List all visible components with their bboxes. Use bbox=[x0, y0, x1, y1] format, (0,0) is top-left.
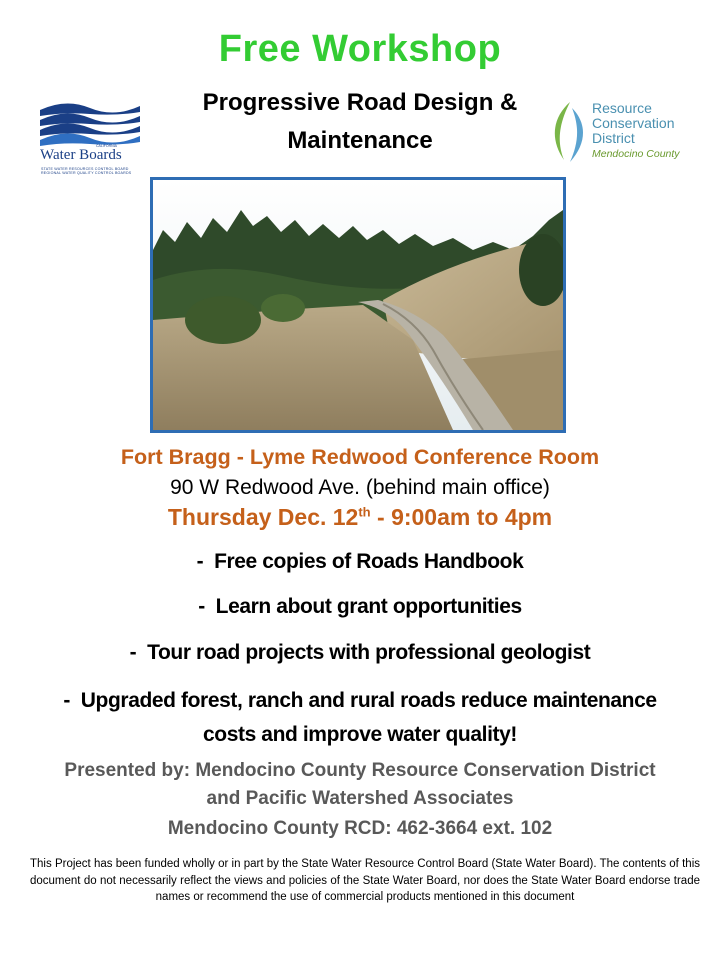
rcd-line-1: Resource bbox=[592, 100, 652, 116]
bullet-text: Learn about grant opportunities bbox=[215, 595, 522, 618]
subtitle-line-2: Maintenance bbox=[287, 127, 433, 154]
leaf-drop-icon bbox=[550, 100, 590, 164]
rcd-logo bbox=[550, 100, 690, 166]
event-date-suffix: th bbox=[358, 504, 371, 520]
presenter-line-1: Presented by: Mendocino County Resource Conservation District bbox=[64, 760, 656, 781]
subtitle-line-1: Progressive Road Design & bbox=[202, 89, 518, 116]
water-boards-state: CALIFORNIA bbox=[96, 144, 118, 148]
event-address: 90 W Redwood Ave. (behind main office) bbox=[170, 476, 550, 499]
workshop-subtitle bbox=[160, 84, 560, 160]
bullet-line-2: costs and improve water quality! bbox=[203, 723, 517, 746]
water-boards-fine-1: STATE WATER RESOURCES CONTROL BOARD bbox=[41, 167, 129, 171]
event-date-prefix: Thursday Dec. 12 bbox=[167, 504, 359, 530]
bullet-item-tour bbox=[0, 641, 720, 665]
water-boards-fine-print bbox=[41, 167, 141, 175]
event-date bbox=[0, 504, 720, 531]
event-venue: Fort Bragg - Lyme Redwood Conference Room bbox=[120, 445, 600, 469]
dash-icon: - bbox=[129, 641, 148, 664]
rcd-line-2: Conservation bbox=[592, 115, 675, 131]
funding-disclaimer: This Project has been funded wholly or in part by the State Water Resource Control Board (State Water Board). The contents of this document do not necessarily reflect the views and policies of the State Water Board, nor does the State Water Board endorse trade names or recommend the use of commercial products mentioned in this document bbox=[30, 858, 700, 903]
road-landscape-image bbox=[153, 180, 563, 430]
bullet-text: Free copies of Roads Handbook bbox=[214, 550, 524, 573]
event-time: - 9:00am to 4pm bbox=[370, 504, 553, 530]
water-boards-logo bbox=[38, 100, 142, 180]
bullet-item-grants bbox=[0, 595, 720, 619]
water-boards-fine-2: REGIONAL WATER QUALITY CONTROL BOARDS bbox=[41, 171, 132, 175]
workshop-title: Free Workshop bbox=[218, 28, 502, 70]
bullet-line-1 bbox=[0, 684, 720, 718]
presenter-line-2: and Pacific Watershed Associates bbox=[206, 788, 514, 809]
rcd-line-3: District bbox=[592, 130, 635, 146]
bullet-text: Upgraded forest, ranch and rural roads reduce maintenance bbox=[80, 689, 657, 712]
presenter-contact: Mendocino County RCD: 462-3664 ext. 102 bbox=[167, 818, 553, 839]
dash-icon: - bbox=[196, 550, 215, 573]
dash-icon: - bbox=[63, 689, 81, 712]
bullet-text: Tour road projects with professional geologist bbox=[147, 641, 591, 664]
bullet-item-handbook bbox=[0, 550, 720, 574]
dash-icon: - bbox=[198, 595, 216, 618]
water-boards-wordmark: Water Boards bbox=[40, 147, 122, 163]
rcd-county: Mendocino County bbox=[592, 148, 680, 160]
bullet-item-upgraded-roads bbox=[0, 684, 720, 752]
road-photo bbox=[150, 177, 566, 433]
water-waves-icon bbox=[38, 100, 142, 146]
